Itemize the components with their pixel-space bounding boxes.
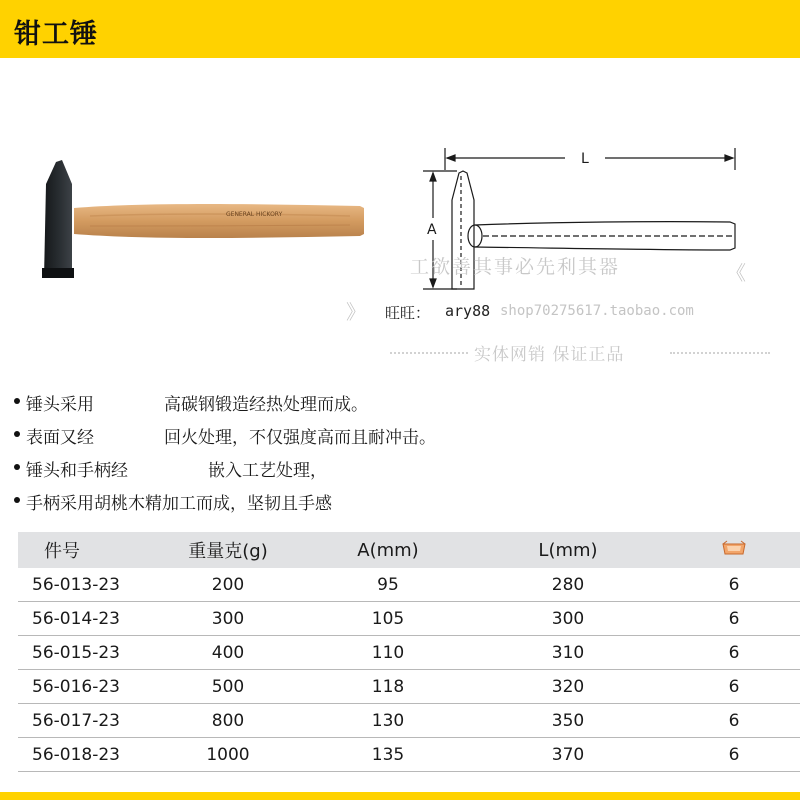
svg-text:GENERAL HICKORY: GENERAL HICKORY [226, 211, 283, 218]
header-part-number: 件号 [18, 532, 148, 568]
header-weight: 重量克(g) [148, 532, 308, 568]
bullet-icon [14, 431, 20, 437]
cell-l: 300 [468, 602, 668, 636]
watermark-wangwang-id: ary88 [445, 302, 491, 320]
watermark-divider-left [390, 352, 468, 354]
table-row [18, 636, 800, 670]
header-l: L(mm) [468, 532, 668, 568]
hammer-head [44, 160, 72, 278]
cell-part-number: 56-015-23 [18, 636, 148, 670]
cell-pack-quantity: 6 [668, 738, 800, 772]
cell-pack-quantity: 6 [668, 568, 800, 602]
cell-weight: 400 [148, 636, 308, 670]
watermark-divider-right [670, 352, 770, 354]
title-bar [0, 0, 800, 58]
watermark-shop-url: shop70275617.taobao.com [500, 303, 694, 319]
cell-part-number: 56-017-23 [18, 704, 148, 738]
table-row [18, 670, 800, 704]
cell-part-number: 56-014-23 [18, 602, 148, 636]
watermark-quality: 实体网销 保证正品 [474, 345, 625, 365]
table-row [18, 602, 800, 636]
table-row [18, 704, 800, 738]
feature-label: 表面又经 [26, 428, 94, 448]
diagram-length-label: L [581, 151, 589, 167]
cell-a: 105 [308, 602, 468, 636]
cell-a: 118 [308, 670, 468, 704]
cell-a: 130 [308, 704, 468, 738]
feature-text: 嵌入工艺处理， [208, 461, 327, 481]
cell-weight: 300 [148, 602, 308, 636]
package-box-icon [721, 539, 747, 557]
cell-weight: 800 [148, 704, 308, 738]
table-header-row [18, 532, 800, 568]
bullet-icon [14, 398, 20, 404]
watermark-wangwang-label: 旺旺： [385, 304, 431, 322]
watermark-chevron-left-icon: 《 [726, 261, 746, 285]
cell-a: 110 [308, 636, 468, 670]
table-row [18, 568, 800, 602]
cell-pack-quantity: 6 [668, 636, 800, 670]
feature-label: 手柄采用胡桃木精加工而成，坚韧且手感 [26, 494, 332, 514]
diagram-height-label: A [427, 222, 437, 238]
cell-pack-quantity: 6 [668, 704, 800, 738]
cell-weight: 200 [148, 568, 308, 602]
feature-label: 锤头采用 [26, 395, 94, 415]
header-pack-quantity [668, 532, 800, 568]
feature-text: 高碳钢锻造经热处理而成。 [164, 395, 368, 415]
cell-l: 350 [468, 704, 668, 738]
cell-pack-quantity: 6 [668, 602, 800, 636]
bottom-bar [0, 792, 800, 800]
cell-weight: 500 [148, 670, 308, 704]
cell-l: 320 [468, 670, 668, 704]
bullet-icon [14, 464, 20, 470]
hammer-handle [74, 204, 364, 238]
cell-weight: 1000 [148, 738, 308, 772]
page-title: 钳工锤 [14, 19, 98, 50]
feature-label: 锤头和手柄经 [26, 461, 128, 481]
bullet-icon [14, 497, 20, 503]
feature-text: 回火处理，不仅强度高而且耐冲击。 [164, 428, 436, 448]
hammer-photo [30, 150, 375, 285]
cell-l: 370 [468, 738, 668, 772]
cell-part-number: 56-018-23 [18, 738, 148, 772]
cell-l: 280 [468, 568, 668, 602]
cell-l: 310 [468, 636, 668, 670]
cell-a: 95 [308, 568, 468, 602]
dimension-diagram [405, 140, 755, 305]
cell-part-number: 56-016-23 [18, 670, 148, 704]
watermark-chevron-right-icon: 》 [346, 300, 366, 324]
cell-part-number: 56-013-23 [18, 568, 148, 602]
header-a: A(mm) [308, 532, 468, 568]
spec-table [18, 532, 800, 772]
cell-pack-quantity: 6 [668, 670, 800, 704]
table-row [18, 738, 800, 772]
cell-a: 135 [308, 738, 468, 772]
watermark-slogan: 工欲善其事必先利其器 [410, 256, 621, 278]
